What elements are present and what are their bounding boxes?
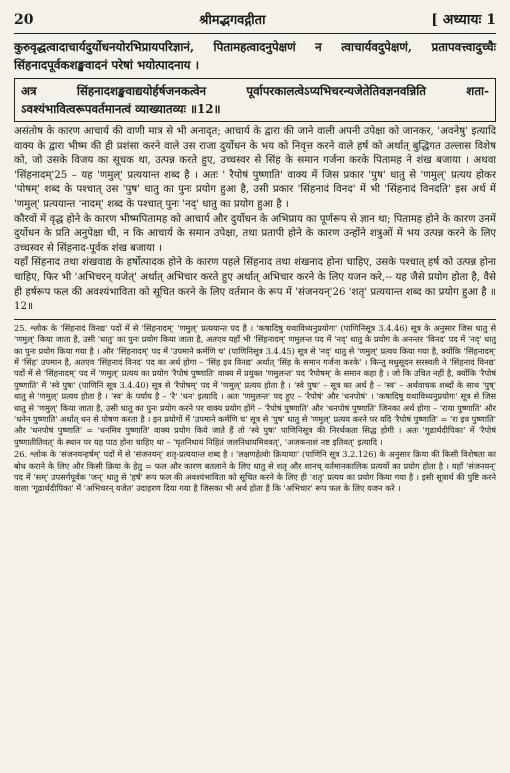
shloka-line: अत्र सिंहनादशङ्खवाद्ययोर्हर्षजनकत्वेन पूर्वापरकालत्वेऽप्यभिचरन्यजेतेतिवज्ञनवन्निति शता-ऽवश्यंभावित्वरूपवर्तमानत्वं व्याख्यातव्यः ॥12॥ xyxy=(21,84,489,116)
page-number: 20 xyxy=(14,12,34,28)
shloka-box xyxy=(14,78,496,122)
page-header xyxy=(14,10,496,29)
chapter-label: [ अध्यायः 1 xyxy=(431,12,496,28)
hindi-commentary xyxy=(14,125,496,315)
footnote-divider xyxy=(14,319,496,320)
footnotes xyxy=(14,323,496,495)
header-divider xyxy=(14,33,496,34)
footnote: 25. श्लोक के 'सिंहनादं विनद्य' पदों में से 'सिंहनादम्' 'णमुल्' प्रत्ययान्त पद है । 'कषादिषु यथाविध्यनुप्रयोगः' (पाणिनिसूत्र 3.4.46) सूत्र के अनुसार जिस धातु से 'णमुल्' किया जाता है, उसी 'धातु' का पुनः प्रयोग किया जाता है, अतएव यहाँ भी 'सिंहनादम्' णमुलन्त पद में 'नद्' धातु के प्रयोग के अनन्तर 'विनद' पद में 'नद्' धातु का पुनः प्रयोग किया गया है । और 'सिंहनादम्' पद में 'उपमाने कर्मणि च' (पाणिनिसूत्र 3.4.45) सूत्र से 'नद्' धातु से 'णमुल्' प्रत्यय किया गया है, क्योंकि 'सिंहनादम्' में 'सिंह' उपमान है, अतएव 'सिंहनादं विनद' पद का अर्थ होगा – 'सिंह इव विनद्य' अर्थात् 'सिंह के समान गर्जना करके' । किन्तु मधुसूदन सरस्वती ने 'सिंहनादं विनद्य' पदों में से 'सिंहनादम्' पद में 'णमुल्' प्रत्यय का प्रयोग 'रैपोषं पुष्णाति' वाक्य में प्रयुक्त 'णमुलन्त' पद 'रैपोषम्' के समान कहा है । जो कि उचित नहीं है, क्योंकि 'रैपोषं पुष्णाति' में 'स्वे पुषः' (पाणिनि सूत्र 3.4.40) सूत्र से 'रैपोषम्' पद में 'णमुल्' प्रत्यय होता है । 'स्वे पुषः' – सूत्र का अर्थ है – 'स्व' – अर्थवाचक शब्दों के साथ 'पुष्' धातु से 'णमुल्' प्रत्यय होता है । 'स्व' के पर्याय है – 'रै' 'धन' इत्यादि । अतः 'णमुलन्त' पद हुए – 'रैपोषं' और 'धनपोषं' । 'कषादिषु यथाविध्यनुप्रयोगः' सूत्र से जिस धातु से 'णमुल्' किया जाता है, उसी धातु का पुनः प्रयोग करने पर वाक्य प्रयोग होंगे – 'रैपोषं पुष्णाति' और 'धनपोषं पुष्णाति' जिनका अर्थ होगा – 'राया पुष्णाति' और 'धनेन पुष्णाति' अर्थात् धन से पोषण करता है । इन प्रयोगों में 'उपमाने कर्मणि च' सूत्र से 'पुष' धातु से 'णमुल्' प्रत्यय करने पर यदि 'रैपोषं पुष्णाति' = 'रा इव पुष्णाति' और 'धनपोषं पुष्णाति' = 'धनमिव पुष्णाति' वाक्य प्रयोग किये जाते हैं तो 'स्वे पुषः' पाणिनिसूत्र की निरर्थकता सिद्ध होगी । अतः 'गूढार्थदीपिका' में 'रैपोषं पुष्णातीतिवत्' के स्थान पर यह पाठ होना चाहिए था – 'घृतनिधायं निहितं जलनिधायमिववत्', 'अजकनाशं नष्ट इतिवत्' इत्यादि । xyxy=(14,322,496,447)
commentary-paragraph: यहाँ सिंहनाद तथा शंखवाद्य के हर्षोत्पादक होने के कारण पहले सिंहनाद तथा शंखनाद होना चाहिए, उसके पश्चात् हर्ष को उत्पन्न होना चाहिए, फिर भी 'अभिचरन् यजेत्' अर्थात् अभिचार करते हुए अर्थात् अभिचार करने के लिए यजन करे,-- यह जैसे प्रयोग होता है, वैसे ही हर्षरूप फल की अवश्यंभाविता को सूचित करने के लिए वर्तमान के रूप में 'संजनयन्'26 'शतृ' प्रत्ययान्त शब्द का प्रयोग हुआ है ॥12॥ xyxy=(14,257,496,313)
footnote: 26. श्लोक के 'संजनयन्हर्षम्' पदों में से 'संजनयन्' शतृ-प्रत्ययान्त शब्द है । 'लक्षणहेत्वोः क्रियायाः' (पाणिनि सूत्र 3.2.126) के अनुसार क्रिया की किसी विशेषता का बोध कराने के लिए और किसी क्रिया के हेतु = फल और कारण बतलाने के लिए धातु से शतृ और शानच् वर्तमानकालिक प्रत्ययों का प्रयोग होता है । यहाँ 'संजनयन्' पद में 'सम्' उपसर्गपूर्वक 'जन्' धातु से 'हर्ष' रूप फल की अवश्यंभाविता को सूचित करने के लिए ही 'शतृ' प्रत्यय का प्रयोग किया गया है । इसी सूत्रार्थ की पुष्टि करने वाला 'गूढार्थदीपिका' में 'अभिचरन् यजेत' उदाहरण दिया गया है जिसका भी अर्थ होता है कि 'अभिचार' रूप फल के लिए यजन करे । xyxy=(14,449,496,494)
shloka-line: कुरुवृद्धत्वादाचार्यदुर्योधनयोरभिप्रायपरिज्ञानं, पितामहत्वादनुपेक्षणं न त्वाचार्यवदुपेक्षणं, प्रतापवत्त्वादुच्चैः सिंहनादपूर्वकशङ्खवादनं परेषां भयोत्पादनाय । xyxy=(14,40,496,72)
commentary-paragraph: असंतोष के कारण आचार्य की वाणी मात्र से भी अनादृत; आचार्य के द्वारा की जाने वाली अपनी उपेक्षा को जानकर, 'अवनेषु' इत्यादि वाक्य के द्वारा भीष्म की ही प्रशंसा करने वाले उस राजा दुर्योधन के भय को निवृत्त करने वाले हर्ष को अर्थात् बुद्धिगत उल्लास विशेष को, जो उसके विजय का सूचक था, उत्पन्न करते हुए, उच्चस्वर से सिंह के समान गर्जना करके पितामह ने शंख बजाया । अथवा 'सिंहनादम्'25 – यह 'णमुल्' प्रत्ययान्त शब्द है । अतः ' रैपोषं पुष्णाति' वाक्य में जिस प्रकार 'पुष' धातु से 'णमुल्' प्रत्यय होकर 'पोषम्' शब्द के पश्चात् उस 'पुष' धातु का पुनः प्रयोग हुआ है, उसी प्रकार 'सिंहनादं विनद' में भी 'सिंहनादं विनदति' इस अर्थ में 'णमुल्' प्रत्ययान्त 'नादम्' शब्द के पश्चात् पुनः 'नद्' धातु का प्रयोग हुआ है । xyxy=(14,126,496,210)
sanskrit-commentary xyxy=(14,38,496,122)
book-title: श्रीमद्भगवद्गीता xyxy=(199,13,266,28)
commentary-paragraph: कौरवों में वृद्ध होने के कारण भीष्मपितामह को आचार्य और दुर्योधन के अभिप्राय का पूर्णरूप से ज्ञान था; पितामह होने के कारण उनमें दुर्योधन के प्रति अनुपेक्षा थी, न कि आचार्य के समान उपेक्षा, तथा प्रतापी होने के कारण उन्होंने शत्रुओं में भय उत्पन्न करने के लिए उच्चस्वर से सिंहनाद-पूर्वक शंख बजाया । xyxy=(14,213,497,254)
